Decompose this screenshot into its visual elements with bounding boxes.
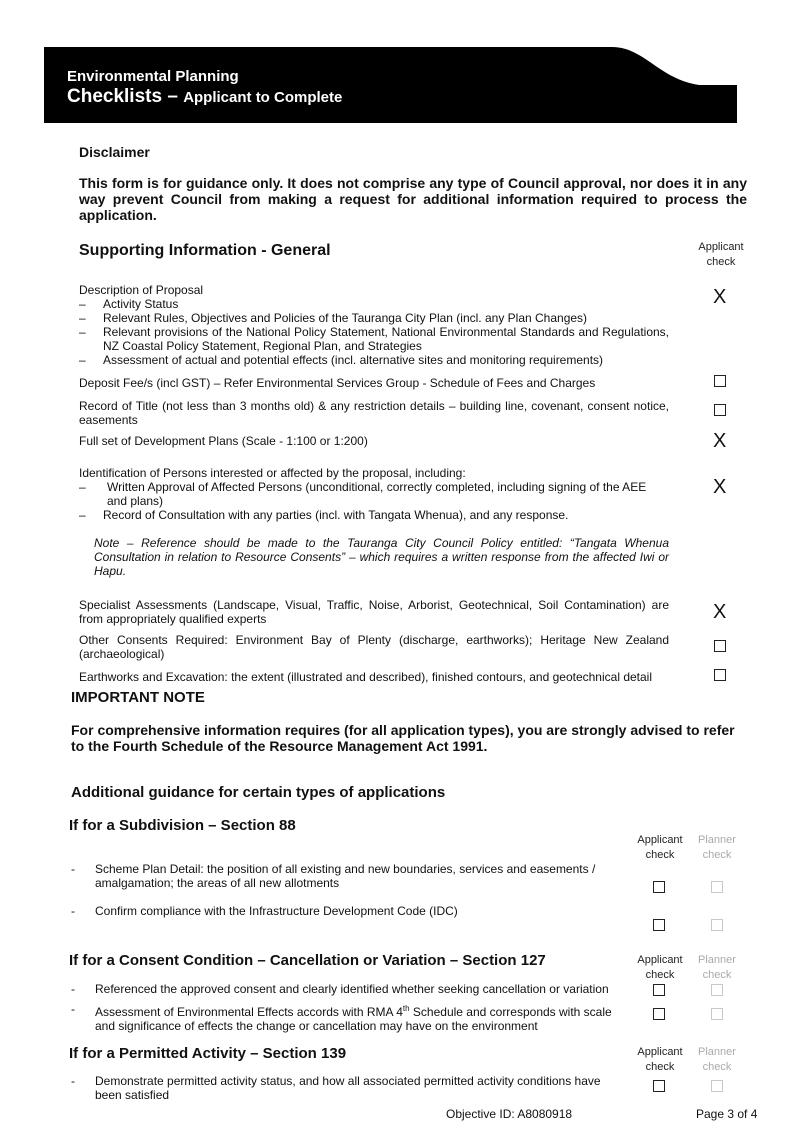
- consent-applicant-column-header: [631, 953, 689, 983]
- item-text: Referenced the approved consent and clearly identified whether seeking cancellation or variation: [95, 982, 609, 996]
- column-header-line1: Applicant: [637, 1046, 683, 1058]
- bullet-text: Assessment of actual and potential effects (incl. alternative sites and monitoring requirements): [103, 353, 604, 367]
- consent-condition-section-title: If for a Consent Condition – Cancellation or Variation – Section 127: [69, 952, 546, 969]
- consent-aee-planner-checkbox[interactable]: [711, 1008, 723, 1020]
- consent-aee-applicant-checkbox[interactable]: [653, 1008, 665, 1020]
- list-item: [71, 904, 616, 918]
- general-applicant-column-header: [690, 240, 752, 270]
- consent-item: [71, 1002, 626, 1033]
- subdivision-section-title: If for a Subdivision – Section 88: [69, 817, 296, 834]
- bullet-dash: -: [71, 904, 75, 918]
- bullet-dash: –: [79, 297, 86, 311]
- bullet-text: Activity Status: [103, 297, 179, 311]
- bullet-text: Relevant Rules, Objectives and Policies of the Tauranga City Plan (incl. any Plan Changes): [103, 311, 588, 325]
- column-header-line2: check: [702, 849, 732, 861]
- header-title-line1: Environmental Planning: [67, 68, 239, 85]
- item-text: Confirm compliance with the Infrastructure Development Code (IDC): [95, 904, 458, 918]
- development-plans-text: Full set of Development Plans (Scale - 1:100 or 1:200): [79, 434, 368, 448]
- important-note-text: For comprehensive information requires (for all application types), you are strongly advised to refer to the Fourth Schedule of the Resource Management Act 1991.: [71, 722, 735, 754]
- affected-persons-bullet: [79, 508, 669, 522]
- other-consents-applicant-checkbox[interactable]: [714, 640, 726, 652]
- tangata-whenua-note: Note – Reference should be made to the Tauranga City Council Policy entitled: “Tangata Whenua Consultation in relation to Resource Consents” – which requires a written response from the affected Iwi or Hapu.: [94, 536, 669, 578]
- list-item: [71, 1002, 626, 1033]
- consent-item: [71, 982, 626, 996]
- column-header-line2: check: [645, 969, 675, 981]
- subdivision-item: [71, 904, 616, 918]
- column-header-line1: Applicant: [637, 834, 683, 846]
- subdivision-item: [71, 862, 616, 890]
- list-item: [71, 862, 616, 890]
- affected-persons-bullet: [79, 480, 669, 508]
- subdivision-scheme-planner-checkbox[interactable]: [711, 881, 723, 893]
- additional-guidance-title: Additional guidance for certain types of applications: [71, 784, 446, 801]
- bullet-dash: –: [79, 325, 86, 339]
- description-bullet: [79, 311, 669, 325]
- affected-persons-applicant-mark[interactable]: X: [713, 476, 727, 498]
- record-of-title-applicant-checkbox[interactable]: [714, 404, 726, 416]
- bullet-dash: -: [71, 862, 75, 876]
- item-text: [95, 1005, 612, 1033]
- permitted-status-planner-checkbox[interactable]: [711, 1080, 723, 1092]
- description-bullet: [79, 325, 669, 353]
- column-header-line1: Planner: [698, 954, 736, 966]
- development-plans-applicant-mark[interactable]: X: [713, 430, 727, 452]
- column-header-line1: Applicant: [637, 954, 683, 966]
- footer-objective-id: Objective ID: A8080918: [446, 1107, 573, 1121]
- bullet-dash: -: [71, 1074, 75, 1088]
- description-applicant-mark[interactable]: X: [713, 286, 727, 308]
- bullet-dash: –: [79, 353, 86, 367]
- list-item: [71, 982, 626, 996]
- bullet-dash: -: [71, 1002, 75, 1016]
- header-title-line2: [67, 86, 342, 108]
- item-text-part: Assessment of Environmental Effects accords with RMA 4: [95, 1005, 403, 1019]
- description-of-proposal-block: [79, 283, 669, 367]
- bullet-dash: –: [79, 311, 86, 325]
- bullet-dash: –: [79, 508, 86, 522]
- deposit-fee-text: Deposit Fee/s (incl GST) – Refer Environmental Services Group - Schedule of Fees and Charges: [79, 376, 596, 390]
- bullet-text: Written Approval of Affected Persons (unconditional, correctly completed, including signing of the AEE and plans): [107, 480, 647, 508]
- bullet-dash: -: [71, 982, 75, 996]
- consent-planner-column-header: [689, 953, 745, 983]
- bullet-text: Relevant provisions of the National Policy Statement, National Environmental Standards and Regulations, NZ Coastal Policy Statement, Regional Plan, and Strategies: [103, 325, 669, 353]
- consent-referenced-planner-checkbox[interactable]: [711, 984, 723, 996]
- permitted-activity-section-title: If for a Permitted Activity – Section 139: [69, 1045, 347, 1062]
- affected-persons-block: [79, 466, 669, 522]
- column-header-line2: check: [645, 1061, 675, 1073]
- description-bullet: [79, 297, 669, 311]
- subdivision-scheme-applicant-checkbox[interactable]: [653, 881, 665, 893]
- column-header-line2: check: [645, 849, 675, 861]
- column-header-line1: Applicant: [698, 241, 744, 253]
- specialist-assessments-text: Specialist Assessments (Landscape, Visual, Traffic, Noise, Arborist, Geotechnical, Soil Contamination) are from appropriately qualified experts: [79, 598, 669, 626]
- description-title: Description of Proposal: [79, 283, 204, 297]
- item-text: Scheme Plan Detail: the position of all existing and new boundaries, services and easements / amalgamation; the areas of all new allotments: [95, 862, 596, 890]
- column-header-line2: check: [702, 1061, 732, 1073]
- item-text: Demonstrate permitted activity status, and how all associated permitted activity conditions have been satisfied: [95, 1074, 601, 1102]
- header-applicant-to-complete: Applicant to Complete: [183, 89, 343, 106]
- permitted-applicant-column-header: [631, 1045, 689, 1075]
- column-header-line1: Planner: [698, 834, 736, 846]
- disclaimer-title: Disclaimer: [79, 144, 150, 160]
- important-note-title: IMPORTANT NOTE: [71, 689, 205, 706]
- earthworks-text: Earthworks and Excavation: the extent (illustrated and described), finished contours, and geotechnical detail: [79, 670, 652, 684]
- earthworks-applicant-checkbox[interactable]: [714, 669, 726, 681]
- bullet-dash: –: [79, 480, 86, 494]
- header-checklists: Checklists –: [67, 86, 178, 107]
- list-item: [71, 1074, 616, 1102]
- specialist-assessments-applicant-mark[interactable]: X: [713, 601, 727, 623]
- consent-referenced-applicant-checkbox[interactable]: [653, 984, 665, 996]
- record-of-title-text: Record of Title (not less than 3 months old) & any restriction details – building line, covenant, consent notice, easements: [79, 399, 669, 427]
- permitted-item: [71, 1074, 616, 1102]
- permitted-planner-column-header: [689, 1045, 745, 1075]
- footer-page-number: Page 3 of 4: [696, 1107, 758, 1121]
- disclaimer-text: This form is for guidance only. It does not comprise any type of Council approval, nor does it in any way prevent Council from making a request for additional information required to process the application.: [79, 175, 747, 223]
- column-header-line2: check: [702, 969, 732, 981]
- header-banner: [44, 47, 737, 123]
- superscript: th: [402, 1004, 410, 1013]
- subdivision-planner-column-header: [689, 833, 745, 863]
- other-consents-text: Other Consents Required: Environment Bay of Plenty (discharge, earthworks); Heritage New Zealand (archaeological): [79, 633, 669, 661]
- subdivision-idc-planner-checkbox[interactable]: [711, 919, 723, 931]
- affected-persons-title: Identification of Persons interested or affected by the proposal, including:: [79, 466, 466, 480]
- item-text-part: Schedule and corresponds with scale and significance of effects the change or cancellation may have on the environment: [95, 1005, 612, 1033]
- general-section-title: Supporting Information - General: [79, 242, 331, 259]
- column-header-line1: Planner: [698, 1046, 736, 1058]
- bullet-text: Record of Consultation with any parties (incl. with Tangata Whenua), and any response.: [103, 508, 569, 522]
- subdivision-idc-applicant-checkbox[interactable]: [653, 919, 665, 931]
- description-bullet: [79, 353, 669, 367]
- subdivision-applicant-column-header: [631, 833, 689, 863]
- deposit-fee-applicant-checkbox[interactable]: [714, 375, 726, 387]
- column-header-line2: check: [706, 256, 736, 268]
- permitted-status-applicant-checkbox[interactable]: [653, 1080, 665, 1092]
